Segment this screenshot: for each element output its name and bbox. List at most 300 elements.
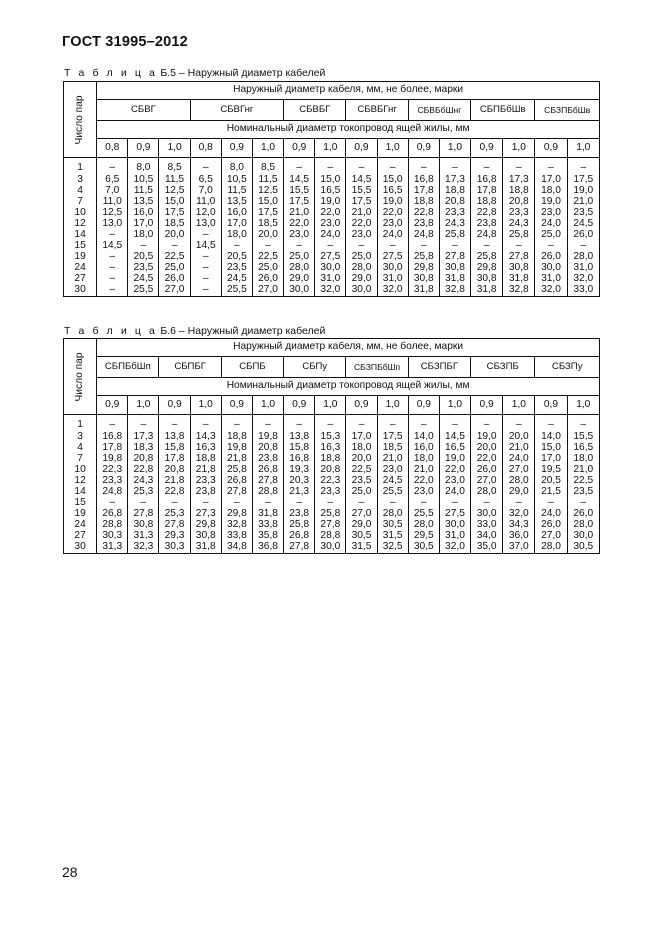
value-cell: 27,0 bbox=[346, 509, 377, 520]
value-cell: 22,0 bbox=[408, 475, 439, 486]
brand-header: СБЗПБбШп bbox=[346, 357, 408, 378]
value-cell: 24,8 bbox=[408, 230, 439, 241]
value-cell: 11,5 bbox=[252, 174, 283, 185]
value-cell: 27,8 bbox=[159, 520, 190, 531]
value-cell: 25,5 bbox=[128, 285, 159, 297]
value-cell: 15,5 bbox=[346, 185, 377, 196]
value-cell: 20,3 bbox=[284, 475, 315, 486]
value-cell: 25,5 bbox=[377, 487, 408, 498]
value-cell: 23,3 bbox=[503, 207, 535, 218]
value-cell: 11,5 bbox=[221, 185, 252, 196]
value-cell: 36,0 bbox=[503, 531, 535, 542]
value-cell: – bbox=[221, 241, 252, 252]
value-cell: 23,0 bbox=[535, 207, 567, 218]
value-cell: 13,0 bbox=[190, 218, 221, 229]
pair-count-cell: 15 bbox=[64, 498, 97, 509]
value-cell: 23,3 bbox=[190, 475, 221, 486]
pair-count-cell: 10 bbox=[64, 207, 97, 218]
value-cell: 13,8 bbox=[159, 431, 190, 442]
diameter-header-cell: 0,9 bbox=[221, 396, 252, 415]
value-cell: 27,3 bbox=[190, 509, 221, 520]
value-cell: 31,3 bbox=[97, 542, 128, 554]
value-cell: – bbox=[503, 241, 535, 252]
value-cell: – bbox=[190, 163, 221, 174]
table-caption-label: Т а б л и ц а bbox=[64, 67, 158, 79]
value-cell: 28,0 bbox=[284, 263, 315, 274]
pairs-column-header bbox=[64, 339, 97, 415]
value-cell: – bbox=[377, 241, 408, 252]
value-cell: 27,8 bbox=[503, 252, 535, 263]
pair-count-cell: 14 bbox=[64, 230, 97, 241]
value-cell: 23,8 bbox=[190, 487, 221, 498]
value-cell: – bbox=[439, 163, 470, 174]
value-cell: 19,0 bbox=[377, 196, 408, 207]
value-cell: 25,3 bbox=[159, 509, 190, 520]
pair-count-cell: 1 bbox=[64, 163, 97, 174]
value-cell: 32,5 bbox=[377, 542, 408, 554]
value-cell: 24,0 bbox=[439, 487, 470, 498]
value-cell: 25,0 bbox=[346, 252, 377, 263]
value-cell: – bbox=[535, 163, 567, 174]
value-cell: 21,3 bbox=[284, 487, 315, 498]
value-cell: 30,5 bbox=[567, 542, 599, 554]
value-cell: 23,5 bbox=[346, 475, 377, 486]
diameter-header-cell: 1,0 bbox=[315, 139, 346, 158]
diameter-header-cell: 1,0 bbox=[567, 139, 599, 158]
value-cell: 25,8 bbox=[284, 520, 315, 531]
value-cell: 29,0 bbox=[346, 274, 377, 285]
value-cell: 34,3 bbox=[503, 520, 535, 531]
value-cell: 26,0 bbox=[252, 274, 283, 285]
value-cell: 30,0 bbox=[315, 263, 346, 274]
value-cell: 31,0 bbox=[535, 274, 567, 285]
brand-header: СБПу bbox=[284, 357, 346, 378]
value-cell: – bbox=[284, 420, 315, 431]
value-cell: 18,8 bbox=[471, 196, 503, 207]
value-cell: 12,5 bbox=[159, 185, 190, 196]
value-cell: 28,0 bbox=[346, 263, 377, 274]
table-row bbox=[64, 252, 600, 263]
value-cell: 30,0 bbox=[439, 520, 470, 531]
brand-header: СБЗПу bbox=[535, 357, 600, 378]
diameter-header-cell: 0,9 bbox=[97, 396, 128, 415]
table-row bbox=[64, 431, 600, 442]
value-cell: 24,5 bbox=[377, 475, 408, 486]
value-cell: 19,8 bbox=[252, 431, 283, 442]
value-cell: 26,8 bbox=[284, 531, 315, 542]
value-cell: – bbox=[97, 230, 128, 241]
value-cell: 28,0 bbox=[567, 252, 599, 263]
value-cell: 32,0 bbox=[315, 285, 346, 297]
value-cell: 30,8 bbox=[408, 274, 439, 285]
table-row bbox=[64, 420, 600, 431]
value-cell: 23,5 bbox=[128, 263, 159, 274]
value-cell: 24,5 bbox=[128, 274, 159, 285]
value-cell: 23,0 bbox=[377, 464, 408, 475]
value-cell: 16,5 bbox=[439, 442, 470, 453]
value-cell: 21,8 bbox=[190, 464, 221, 475]
pairs-column-header bbox=[64, 82, 97, 158]
value-cell: 31,0 bbox=[377, 274, 408, 285]
value-cell: 32,0 bbox=[439, 542, 470, 554]
diameter-header-cell: 0,9 bbox=[408, 139, 439, 158]
value-cell: – bbox=[97, 285, 128, 297]
value-cell: – bbox=[408, 241, 439, 252]
value-cell: 18,8 bbox=[408, 196, 439, 207]
value-cell: 27,5 bbox=[439, 509, 470, 520]
value-cell: 33,8 bbox=[221, 531, 252, 542]
diameter-header-cell: 0,9 bbox=[284, 396, 315, 415]
value-cell: – bbox=[190, 420, 221, 431]
value-cell: – bbox=[97, 274, 128, 285]
value-cell: 23,0 bbox=[284, 230, 315, 241]
diameter-header-cell: 0,9 bbox=[346, 396, 377, 415]
value-cell: 32,8 bbox=[439, 285, 470, 297]
pairs-header-text: Число пар bbox=[73, 352, 85, 401]
brand-header: СБЗПБГ bbox=[408, 357, 470, 378]
value-cell: 25,3 bbox=[128, 487, 159, 498]
table-row bbox=[64, 241, 600, 252]
value-cell: – bbox=[190, 274, 221, 285]
value-cell: 30,0 bbox=[346, 285, 377, 297]
value-cell: 27,0 bbox=[471, 475, 503, 486]
value-cell: 16,0 bbox=[408, 442, 439, 453]
table-caption-number: Б.5 bbox=[160, 67, 176, 79]
value-cell: – bbox=[567, 498, 599, 509]
value-cell: 16,5 bbox=[567, 442, 599, 453]
value-cell: 17,5 bbox=[346, 196, 377, 207]
pair-count-cell: 4 bbox=[64, 442, 97, 453]
value-cell: 21,0 bbox=[284, 207, 315, 218]
value-cell: – bbox=[503, 420, 535, 431]
value-cell: 30,0 bbox=[471, 509, 503, 520]
table-caption-label: Т а б л и ц а bbox=[64, 325, 158, 337]
value-cell: 14,3 bbox=[190, 431, 221, 442]
value-cell: – bbox=[252, 241, 283, 252]
diameter-header-cell: 1,0 bbox=[377, 396, 408, 415]
diameter-header-cell: 1,0 bbox=[159, 139, 190, 158]
table-row bbox=[64, 464, 600, 475]
value-cell: 15,8 bbox=[284, 442, 315, 453]
value-cell: 24,5 bbox=[567, 218, 599, 229]
pair-count-cell: 19 bbox=[64, 509, 97, 520]
outer-diameter-header: Наружный диаметр кабеля, мм, не более, марки bbox=[97, 339, 600, 357]
value-cell: 19,0 bbox=[567, 185, 599, 196]
value-cell: 16,5 bbox=[377, 185, 408, 196]
brand-header: СБВБГ bbox=[284, 100, 346, 121]
value-cell: 26,0 bbox=[535, 520, 567, 531]
value-cell: – bbox=[159, 498, 190, 509]
value-cell: 25,8 bbox=[439, 230, 470, 241]
value-cell: 33,8 bbox=[252, 520, 283, 531]
cable-diameter-table bbox=[63, 81, 600, 297]
value-cell: 20,5 bbox=[535, 475, 567, 486]
value-cell: – bbox=[471, 420, 503, 431]
value-cell: 29,3 bbox=[159, 531, 190, 542]
value-cell: 21,0 bbox=[567, 464, 599, 475]
outer-diameter-header: Наружный диаметр кабеля, мм, не более, марки bbox=[97, 82, 600, 100]
value-cell: 27,0 bbox=[159, 285, 190, 297]
value-cell: 19,0 bbox=[535, 196, 567, 207]
value-cell: – bbox=[315, 498, 346, 509]
diameter-header-cell: 0,8 bbox=[97, 139, 128, 158]
value-cell: 32,0 bbox=[535, 285, 567, 297]
value-cell: 20,5 bbox=[128, 252, 159, 263]
value-cell: 32,8 bbox=[221, 520, 252, 531]
value-cell: 17,0 bbox=[535, 174, 567, 185]
value-cell: 28,0 bbox=[408, 520, 439, 531]
value-cell: 21,0 bbox=[408, 464, 439, 475]
value-cell: 26,8 bbox=[97, 509, 128, 520]
value-cell: 10,5 bbox=[221, 174, 252, 185]
diameter-header-cell: 1,0 bbox=[377, 139, 408, 158]
value-cell: – bbox=[535, 241, 567, 252]
value-cell: 30,8 bbox=[439, 263, 470, 274]
value-cell: – bbox=[346, 241, 377, 252]
value-cell: 25,8 bbox=[471, 252, 503, 263]
value-cell: 25,8 bbox=[315, 509, 346, 520]
value-cell: 20,8 bbox=[128, 453, 159, 464]
pair-count-cell: 27 bbox=[64, 274, 97, 285]
value-cell: 24,3 bbox=[128, 475, 159, 486]
value-cell: – bbox=[471, 498, 503, 509]
diameter-header-cell: 1,0 bbox=[439, 396, 470, 415]
value-cell: 17,8 bbox=[471, 185, 503, 196]
value-cell: 23,3 bbox=[315, 487, 346, 498]
value-cell: 7,0 bbox=[97, 185, 128, 196]
value-cell: 16,0 bbox=[128, 207, 159, 218]
value-cell: 25,5 bbox=[221, 285, 252, 297]
value-cell: 30,0 bbox=[315, 542, 346, 554]
value-cell: 21,0 bbox=[377, 453, 408, 464]
value-cell: 24,3 bbox=[503, 218, 535, 229]
value-cell: 25,0 bbox=[535, 230, 567, 241]
value-cell: 22,5 bbox=[252, 252, 283, 263]
value-cell: – bbox=[471, 163, 503, 174]
pair-count-cell: 24 bbox=[64, 520, 97, 531]
diameter-header-cell: 1,0 bbox=[252, 396, 283, 415]
table-row bbox=[64, 218, 600, 229]
value-cell: – bbox=[190, 263, 221, 274]
value-cell: 17,5 bbox=[252, 207, 283, 218]
value-cell: 11,5 bbox=[159, 174, 190, 185]
value-cell: 18,0 bbox=[128, 230, 159, 241]
table-row bbox=[64, 542, 600, 554]
value-cell: 8,5 bbox=[252, 163, 283, 174]
page-number: 28 bbox=[62, 864, 78, 880]
table-row bbox=[64, 163, 600, 174]
brand-header: СБВГ bbox=[97, 100, 190, 121]
value-cell: 8,5 bbox=[159, 163, 190, 174]
value-cell: 29,5 bbox=[408, 531, 439, 542]
pair-count-cell: 30 bbox=[64, 542, 97, 554]
value-cell: 27,5 bbox=[315, 252, 346, 263]
value-cell: 24,0 bbox=[535, 218, 567, 229]
value-cell: 15,0 bbox=[377, 174, 408, 185]
value-cell: 27,8 bbox=[284, 542, 315, 554]
value-cell: 18,8 bbox=[221, 431, 252, 442]
value-cell: 31,0 bbox=[567, 263, 599, 274]
value-cell: 18,8 bbox=[190, 453, 221, 464]
value-cell: 23,5 bbox=[221, 263, 252, 274]
value-cell: 6,5 bbox=[97, 174, 128, 185]
value-cell: 28,0 bbox=[567, 520, 599, 531]
value-cell: 23,3 bbox=[439, 207, 470, 218]
value-cell: 14,5 bbox=[439, 431, 470, 442]
table-row bbox=[64, 274, 600, 285]
value-cell: 22,0 bbox=[284, 218, 315, 229]
value-cell: 13,8 bbox=[284, 431, 315, 442]
value-cell: 22,3 bbox=[315, 475, 346, 486]
value-cell: 28,8 bbox=[315, 531, 346, 542]
value-cell: 30,8 bbox=[471, 274, 503, 285]
value-cell: 20,8 bbox=[315, 464, 346, 475]
value-cell: 22,5 bbox=[346, 464, 377, 475]
value-cell: – bbox=[439, 420, 470, 431]
value-cell: 26,0 bbox=[535, 252, 567, 263]
value-cell: 23,5 bbox=[567, 487, 599, 498]
value-cell: – bbox=[377, 163, 408, 174]
diameter-header-cell: 0,9 bbox=[471, 396, 503, 415]
value-cell: – bbox=[346, 420, 377, 431]
pair-count-cell: 27 bbox=[64, 531, 97, 542]
value-cell: 31,3 bbox=[128, 531, 159, 542]
value-cell: 16,5 bbox=[315, 185, 346, 196]
diameter-header-cell: 1,0 bbox=[190, 396, 221, 415]
conductor-diameter-row bbox=[64, 396, 600, 415]
value-cell: 24,5 bbox=[221, 274, 252, 285]
value-cell: 18,8 bbox=[439, 185, 470, 196]
value-cell: – bbox=[346, 163, 377, 174]
value-cell: 16,8 bbox=[97, 431, 128, 442]
value-cell: 18,0 bbox=[346, 442, 377, 453]
value-cell: 17,8 bbox=[97, 442, 128, 453]
table-row bbox=[64, 285, 600, 297]
value-cell: – bbox=[128, 241, 159, 252]
value-cell: 23,8 bbox=[471, 218, 503, 229]
value-cell: 30,0 bbox=[377, 263, 408, 274]
value-cell: 35,0 bbox=[471, 542, 503, 554]
value-cell: 22,8 bbox=[408, 207, 439, 218]
value-cell: 24,0 bbox=[315, 230, 346, 241]
value-cell: 17,0 bbox=[221, 218, 252, 229]
value-cell: 15,0 bbox=[159, 196, 190, 207]
value-cell: 28,0 bbox=[377, 509, 408, 520]
pair-count-cell: 1 bbox=[64, 420, 97, 431]
table-caption-text: – Наружный диаметр кабелей bbox=[178, 67, 326, 79]
value-cell: 34,0 bbox=[471, 531, 503, 542]
value-cell: 10,5 bbox=[128, 174, 159, 185]
value-cell: 32,0 bbox=[377, 285, 408, 297]
nominal-diameter-header: Номинальный диаметр токопровод ящей жилы, мм bbox=[97, 378, 600, 396]
value-cell: 17,8 bbox=[159, 453, 190, 464]
value-cell: 30,8 bbox=[128, 520, 159, 531]
value-cell: – bbox=[190, 252, 221, 263]
value-cell: 27,0 bbox=[252, 285, 283, 297]
value-cell: – bbox=[535, 420, 567, 431]
pair-count-cell: 4 bbox=[64, 185, 97, 196]
value-cell: 30,3 bbox=[159, 542, 190, 554]
value-cell: 17,5 bbox=[159, 207, 190, 218]
diameter-header-cell: 0,9 bbox=[128, 139, 159, 158]
value-cell: – bbox=[503, 163, 535, 174]
value-cell: 29,0 bbox=[346, 520, 377, 531]
value-cell: 20,0 bbox=[503, 431, 535, 442]
value-cell: 18,0 bbox=[221, 230, 252, 241]
value-cell: 29,8 bbox=[221, 509, 252, 520]
value-cell: 31,5 bbox=[377, 531, 408, 542]
value-cell: 24,3 bbox=[439, 218, 470, 229]
value-cell: 16,0 bbox=[221, 207, 252, 218]
table-caption-number: Б.6 bbox=[160, 325, 176, 337]
value-cell: 26,0 bbox=[471, 464, 503, 475]
value-cell: 24,0 bbox=[377, 230, 408, 241]
value-cell: – bbox=[503, 498, 535, 509]
table-row bbox=[64, 207, 600, 218]
conductor-diameter-row bbox=[64, 139, 600, 158]
value-cell: 30,3 bbox=[97, 531, 128, 542]
value-cell: 20,0 bbox=[471, 442, 503, 453]
value-cell: 22,5 bbox=[159, 252, 190, 263]
value-cell: 16,3 bbox=[315, 442, 346, 453]
pair-count-cell: 7 bbox=[64, 453, 97, 464]
value-cell: 16,8 bbox=[408, 174, 439, 185]
pair-count-cell: 19 bbox=[64, 252, 97, 263]
value-cell: 17,0 bbox=[346, 431, 377, 442]
value-cell: 19,0 bbox=[471, 431, 503, 442]
diameter-header-cell: 0,9 bbox=[346, 139, 377, 158]
value-cell: 18,8 bbox=[315, 453, 346, 464]
value-cell: – bbox=[159, 241, 190, 252]
value-cell: 22,5 bbox=[567, 475, 599, 486]
value-cell: – bbox=[190, 285, 221, 297]
pair-count-cell: 12 bbox=[64, 475, 97, 486]
value-cell: 33,0 bbox=[471, 520, 503, 531]
value-cell: 17,3 bbox=[503, 174, 535, 185]
value-cell: 24,0 bbox=[503, 453, 535, 464]
value-cell: 19,0 bbox=[315, 196, 346, 207]
value-cell: 29,0 bbox=[284, 274, 315, 285]
value-cell: 14,5 bbox=[97, 241, 128, 252]
value-cell: 21,0 bbox=[567, 196, 599, 207]
pair-count-cell: 7 bbox=[64, 196, 97, 207]
value-cell: – bbox=[408, 420, 439, 431]
value-cell: 25,0 bbox=[252, 263, 283, 274]
value-cell: 22,0 bbox=[377, 207, 408, 218]
value-cell: 24,8 bbox=[97, 487, 128, 498]
pair-count-cell: 10 bbox=[64, 464, 97, 475]
brand-header: СБВГнг bbox=[190, 100, 283, 121]
value-cell: 17,5 bbox=[284, 196, 315, 207]
value-cell: 28,0 bbox=[503, 475, 535, 486]
diameter-header-cell: 0,9 bbox=[284, 139, 315, 158]
table-caption-text: – Наружный диаметр кабелей bbox=[178, 325, 326, 337]
value-cell: – bbox=[315, 241, 346, 252]
diameter-header-cell: 0,9 bbox=[471, 139, 503, 158]
table-row bbox=[64, 509, 600, 520]
value-cell: 22,8 bbox=[471, 207, 503, 218]
pair-count-cell: 3 bbox=[64, 431, 97, 442]
value-cell: 21,0 bbox=[346, 207, 377, 218]
value-cell: – bbox=[128, 420, 159, 431]
value-cell: – bbox=[315, 420, 346, 431]
diameter-header-cell: 0,9 bbox=[159, 396, 190, 415]
value-cell: 15,0 bbox=[535, 442, 567, 453]
value-cell: 25,0 bbox=[284, 252, 315, 263]
value-cell: 14,5 bbox=[190, 241, 221, 252]
value-cell: 18,0 bbox=[408, 453, 439, 464]
value-cell: 27,0 bbox=[535, 531, 567, 542]
